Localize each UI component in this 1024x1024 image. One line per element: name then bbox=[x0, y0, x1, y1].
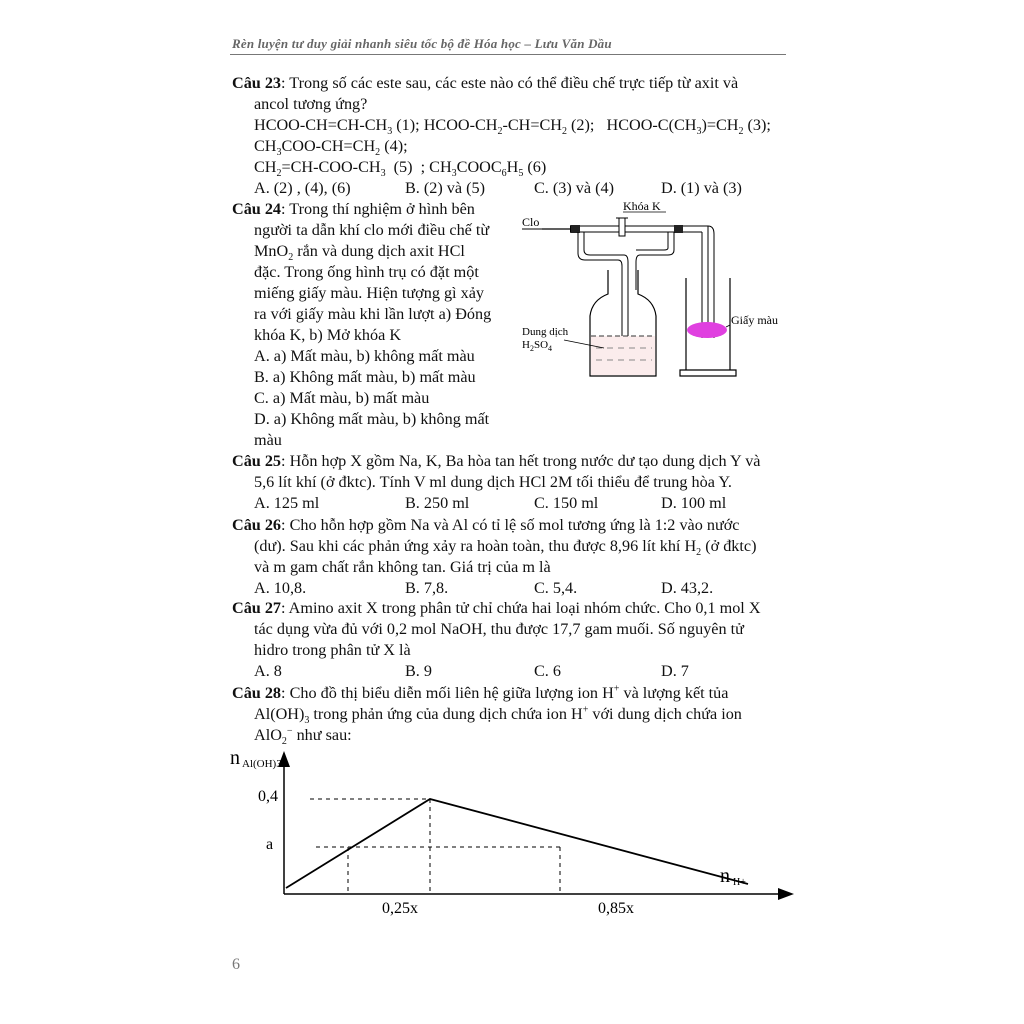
q27-option-b[interactable]: B. 9 bbox=[405, 662, 432, 680]
rubber-joint bbox=[674, 225, 683, 233]
q23-label: Câu 23 bbox=[232, 74, 282, 92]
q25-option-d[interactable]: D. 100 ml bbox=[661, 494, 727, 512]
tick-a: a bbox=[266, 836, 274, 853]
stopcock-k bbox=[619, 218, 625, 236]
q23-options bbox=[232, 178, 788, 199]
y-axis-label-sub: Al(OH)3 bbox=[242, 758, 282, 770]
q26-stem: : Cho hỗn hợp gồm Na và Al có tỉ lệ số mol tương ứng là 1:2 vào nước bbox=[281, 516, 740, 534]
question-27 bbox=[232, 598, 788, 682]
q23-option-d[interactable]: D. (1) và (3) bbox=[661, 179, 742, 197]
q23-formulas-3: $CH_2=CH-COO-CH_3$ (5) ; $CH_3COOC_6H_5$ (6) bbox=[254, 158, 547, 180]
q26-option-b[interactable]: B. 7,8. bbox=[405, 579, 449, 597]
q23-option-b[interactable]: B. (2) và (5) bbox=[405, 179, 486, 197]
q26-option-c[interactable]: C. 5,4. bbox=[534, 579, 578, 597]
question-26 bbox=[232, 515, 788, 599]
h2so4-label: $H_2SO_4$ bbox=[522, 339, 553, 353]
x-axis-arrow bbox=[778, 888, 794, 900]
q27-label: Câu 27 bbox=[232, 599, 282, 617]
q25-option-c[interactable]: C. 150 ml bbox=[534, 494, 599, 512]
outlet-tube-right bbox=[636, 232, 668, 250]
q24-label: Câu 24 bbox=[232, 200, 282, 218]
q27-stem: : Amino axit X trong phân tử chỉ chứa hai loại nhóm chức. Cho 0,1 mol X bbox=[281, 599, 761, 617]
q27-stem-3: hidro trong phân tử X là bbox=[254, 641, 411, 659]
q26-label: Câu 26 bbox=[232, 516, 282, 534]
question-24 bbox=[232, 199, 504, 451]
q24-option-a[interactable]: A. a) Mất màu, b) không mất màu bbox=[254, 347, 475, 365]
dung-dich-label: Dung dịch bbox=[522, 326, 569, 338]
x-axis-label: n bbox=[720, 865, 730, 887]
tick-0-25x: 0,25x bbox=[382, 900, 418, 917]
q25-option-a[interactable]: A. 125 ml bbox=[254, 494, 320, 512]
q26-stem-2: (dư). Sau khi các phản ứng xảy ra hoàn toàn, thu được 8,96 lít khí $H_2$ (ở đktc) bbox=[254, 537, 757, 559]
header-rule bbox=[230, 54, 786, 55]
q28-stem: : Cho đồ thị biểu diễn mối liên hệ giữa lượng ion H bbox=[281, 684, 614, 702]
q23-option-c[interactable]: C. (3) và (4) bbox=[534, 179, 615, 197]
q25-stem: : Hỗn hợp X gồm Na, K, Ba hòa tan hết trong nước dư tạo dung dịch Y và bbox=[281, 452, 761, 470]
q24-option-c[interactable]: C. a) Mất màu, b) mất màu bbox=[254, 389, 430, 407]
question-28: Câu 28: Cho đồ thị biểu diễn mối liên hệ giữa lượng ion H+ và lượng kết tủa $Al(OH)_3$ trong phản ứng của dung dịch chứa ion H+ với dung dịch chứa ion AlO$_2$− như sau: bbox=[232, 683, 788, 746]
tick-0-4: 0,4 bbox=[258, 788, 278, 805]
q27-stem-2: tác dụng vừa đủ với 0,2 mol NaOH, thu được 17,7 gam muối. Số nguyên tử bbox=[254, 620, 744, 638]
q24-option-d-cont: màu bbox=[254, 431, 282, 449]
q26-option-a[interactable]: A. 10,8. bbox=[254, 579, 307, 597]
clo-label: Clo bbox=[522, 215, 540, 229]
question-25 bbox=[232, 451, 788, 514]
rubber-joint bbox=[571, 225, 580, 233]
q27-option-a[interactable]: A. 8 bbox=[254, 662, 282, 680]
inlet-tube-left bbox=[578, 232, 622, 348]
q26-stem-3: và m gam chất rắn không tan. Giá trị của m là bbox=[254, 558, 551, 576]
precipitate-graph bbox=[220, 745, 800, 925]
q24-option-d[interactable]: D. a) Không mất màu, b) không mất bbox=[254, 410, 490, 428]
colored-paper bbox=[687, 322, 727, 338]
q23-stem: : Trong số các este sau, các este nào có thể điều chế trực tiếp từ axit và bbox=[281, 74, 739, 92]
q26-option-d[interactable]: D. 43,2. bbox=[661, 579, 714, 597]
q28-stem-3: AlO$_2$− như sau: bbox=[254, 725, 352, 748]
q24-stem-line: đặc. Trong ống hình trụ có đặt một bbox=[254, 263, 479, 281]
q27-option-d[interactable]: D. 7 bbox=[661, 662, 689, 680]
q23-formulas-2: $CH_3COO-CH=CH_2$ (4); bbox=[254, 137, 408, 159]
q25-options bbox=[232, 493, 788, 514]
q24-stem-line: khóa K, b) Mở khóa K bbox=[254, 326, 402, 344]
q25-option-b[interactable]: B. 250 ml bbox=[405, 494, 470, 512]
q27-option-c[interactable]: C. 6 bbox=[534, 662, 561, 680]
question-23 bbox=[232, 73, 788, 199]
tick-0-85x: 0,85x bbox=[598, 900, 634, 917]
q25-stem-2: 5,6 lít khí (ở đktc). Tính V ml dung dịch HCl 2M tối thiểu để trung hòa Y. bbox=[254, 473, 732, 491]
q26-options bbox=[232, 578, 788, 599]
q23-stem-2: ancol tương ứng? bbox=[254, 95, 368, 113]
q27-options bbox=[232, 661, 788, 682]
q24-option-b[interactable]: B. a) Không mất màu, b) mất màu bbox=[254, 368, 476, 386]
q28-stem-2: $Al(OH)_3$ trong phản ứng của dung dịch chứa ion H+ với dung dịch chứa ion bbox=[254, 704, 742, 727]
khoa-k-label: Khóa K bbox=[623, 199, 661, 213]
q24-stem-line: ra với giấy màu khi lần lượt a) Đóng bbox=[254, 305, 492, 323]
q24-stem-line: người ta dẫn khí clo mới điều chế từ bbox=[254, 221, 490, 239]
chlorine-apparatus-figure bbox=[518, 198, 788, 388]
y-axis-label: n bbox=[230, 747, 240, 769]
running-header: Rèn luyện tư duy giải nhanh siêu tốc bộ đề Hóa học – Lưu Văn Dầu bbox=[232, 36, 612, 51]
q24-stem: : Trong thí nghiệm ở hình bên bbox=[281, 200, 475, 218]
h2so4-liquid bbox=[591, 336, 655, 375]
q25-label: Câu 25 bbox=[232, 452, 282, 470]
delivery-tube-bend bbox=[683, 226, 714, 338]
q28-label: Câu 28 bbox=[232, 684, 282, 702]
q23-option-a[interactable]: A. (2) , (4), (6) bbox=[254, 179, 351, 197]
q24-stem-line: MnO$_2$ rắn và dung dịch axit HCl bbox=[254, 242, 465, 264]
q23-formulas-1: HCOO-$CH=CH-CH_3$ (1); HCOO-$CH_2-CH=CH_2$ (2); HCOO-$C(CH_3)=CH_2$ (3); bbox=[254, 116, 771, 138]
precipitate-curve bbox=[286, 799, 748, 888]
page-number: 6 bbox=[232, 956, 240, 973]
q24-stem-line: miếng giấy màu. Hiện tượng gì xảy bbox=[254, 284, 484, 302]
giay-mau-label: Giấy màu bbox=[731, 313, 778, 327]
x-axis-label-sub: H+ bbox=[733, 877, 746, 888]
